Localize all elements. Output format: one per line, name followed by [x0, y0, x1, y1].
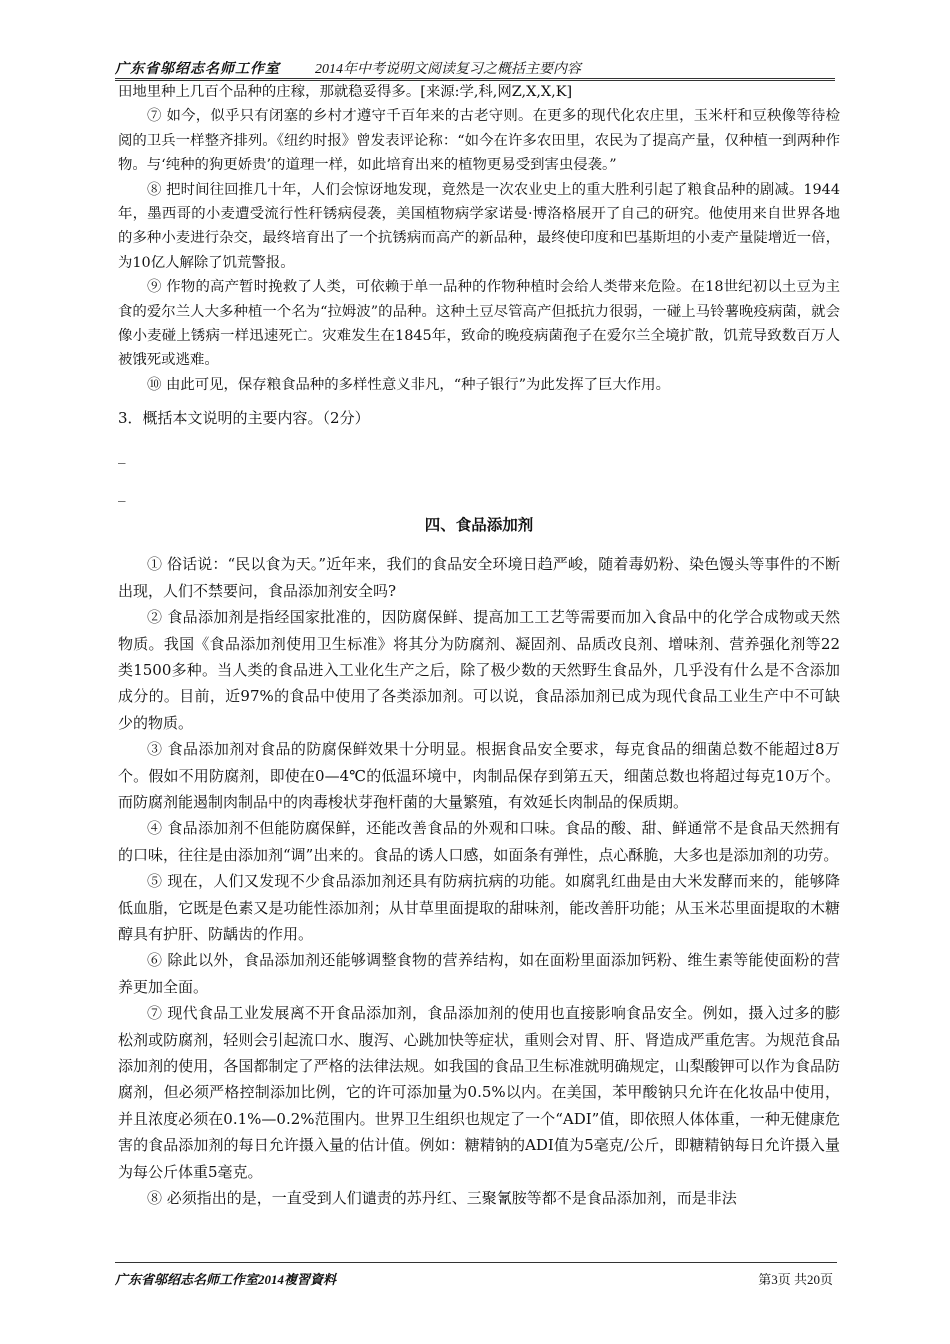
page-header	[115, 56, 835, 81]
footer-studio-label: 广东省邬绍志名师工作室2014複習資料	[115, 1272, 337, 1287]
passage-paragraph-1: ① 俗话说：“民以食为天。”近年来，我们的食品安全环境日趋严峻，随着毒奶粉、染色馒头等事件的不断出现，人们不禁要问，食品添加剂安全吗?	[118, 555, 840, 600]
passage-paragraph-7b: ⑦ 现代食品工业发展离不开食品添加剂，食品添加剂的使用也直接影响食品安全。例如，摄入过多的膨松剂或防腐剂，轻则会引起流口水、腹泻、心跳加快等症状，重则会对胃、肝、肾造成严重危害。为规范食品添加剂的使用，各国都制定了严格的法律法规。如我国的食品卫生标准就明确规定，山梨酸钾可以作为食品防腐剂，但必须严格控制添加比例，它的许可添加量为0.5%以内。在美国，苯甲酸钠只允许在化妆品中使用，并且浓度必须在0.1%—0.2%范围内。世界卫生组织也规定了一个“ADI”值，即依照人体体重，一种无健康危害的食品添加剂的每日允许摄入量的估计值。例如：糖精钠的ADI值为5毫克/公斤，即糖精钠每日允许摄入量为每公斤体重5毫克。	[118, 1004, 840, 1181]
passage-paragraph-8: ⑧ 把时间往回推几十年，人们会惊讶地发现，竟然是一次农业史上的重大胜利引起了粮食品种的剧减。1944年，墨西哥的小麦遭受流行性秆锈病侵袭，美国植物病学家诺曼·博洛格展开了自己的研究。他使用来自世界各地的多种小麦进行杂交，最终培育出了一个抗锈病而高产的新品种，最终使印度和巴基斯坦的小麦产量陡增近一倍，为10亿人解除了饥荒警报。	[118, 181, 840, 271]
page-footer	[115, 1262, 837, 1287]
header-document-title: 2014年中考说明文阅读复习之概括主要内容	[315, 62, 581, 77]
food-additive-passage	[118, 551, 840, 1211]
passage-paragraph-2: ② 食品添加剂是指经国家批准的，因防腐保鲜、提高加工工艺等需要而加入食品中的化学合成物或天然物质。我国《食品添加剂使用卫生标准》将其分为防腐剂、凝固剂、品质改良剂、增味剂、营养强化剂等22类1500多种。当人类的食品进入工业化生产之后，除了极少数的天然野生食品外，几乎没有什么是不含添加成分的。目前，近97%的食品中使用了各类添加剂。可以说，食品添加剂已成为现代食品工业生产中不可缺少的物质。	[118, 608, 840, 732]
header-studio-name: 广东省邬绍志名师工作室	[115, 62, 280, 77]
section-title: 四、食品添加剂	[424, 516, 534, 535]
passage-paragraph-3: ③ 食品添加剂对食品的防腐保鲜效果十分明显。根据食品安全要求，每克食品的细菌总数不能超过8万个。假如不用防腐剂，即使在0—4℃的低温环境中，肉制品保存到第五天，细菌总数也将超过每克10万个。而防腐剂能遏制肉制品中的肉毒梭状芽孢杆菌的大量繁殖，有效延长肉制品的保质期。	[118, 740, 840, 811]
passage-paragraph-8b: ⑧ 必须指出的是，一直受到人们谴责的苏丹红、三聚氰胺等都不是食品添加剂，而是非法	[147, 1189, 737, 1208]
passage-continued	[118, 80, 840, 397]
answer-blank-line: _	[118, 446, 126, 465]
page-number: 第3页 共20页	[758, 1272, 833, 1287]
passage-paragraph-4: ④ 食品添加剂不但能防腐保鲜，还能改善食品的外观和口味。食品的酸、甜、鲜通常不是食品天然拥有的口味，往往是由添加剂“调”出来的。食品的诱人口感，如面条有弹性，点心酥脆，大多也是添加剂的功劳。	[118, 819, 840, 864]
answer-blank-line: _	[118, 484, 126, 503]
passage-paragraph-10: ⑩ 由此可见，保存粮食品种的多样性意义非凡，“种子银行”为此发挥了巨大作用。	[147, 376, 670, 393]
passage-paragraph-7: ⑦ 如今，似乎只有闭塞的乡村才遵守千百年来的古老守则。在更多的现代化农庄里，玉米杆和豆秧像等待检阅的卫兵一样整齐排列。《纽约时报》曾发表评论称：“如今在许多农田里，农民为了提高产量，仅种植一到两种作物。与‘纯种的狗更娇贵’的道理一样，如此培育出来的植物更易受到害虫侵袭。”	[118, 108, 840, 174]
passage-paragraph-9: ⑨ 作物的高产暂时挽救了人类，可依赖于单一品种的作物种植时会给人类带来危险。在18世纪初以土豆为主食的爱尔兰人大多种植一个名为“拉姆波”的品种。这种土豆尽管高产但抵抗力很弱，一碰上马铃薯晚疫病菌，就会像小麦碰上锈病一样迅速死亡。灾难发生在1845年，致命的晚疫病菌孢子在爱尔兰全境扩散，饥荒导致数百万人被饿死或逃难。	[118, 279, 840, 369]
page-content	[118, 80, 840, 1211]
passage-paragraph-6: ⑥ 除此以外，食品添加剂还能够调整食物的营养结构，如在面粉里面添加钙粉、维生素等能使面粉的营养更加全面。	[118, 951, 840, 996]
passage-paragraph-5: ⑤ 现在，人们又发现不少食品添加剂还具有防病抗病的功能。如腐乳红曲是由大米发酵而来的，能够降低血脂，它既是色素又是功能性添加剂；从甘草里面提取的甜味剂，能改善肝功能；从玉米芯里面提取的木糖醇具有护肝、防龋齿的作用。	[118, 872, 840, 943]
question-3: 3．概括本文说明的主要内容。（2分）	[118, 409, 370, 428]
passage-paragraph: 田地里种上几百个品种的庄稼，那就稳妥得多。[来源:学,科,网Z,X,X,K]	[118, 84, 573, 100]
